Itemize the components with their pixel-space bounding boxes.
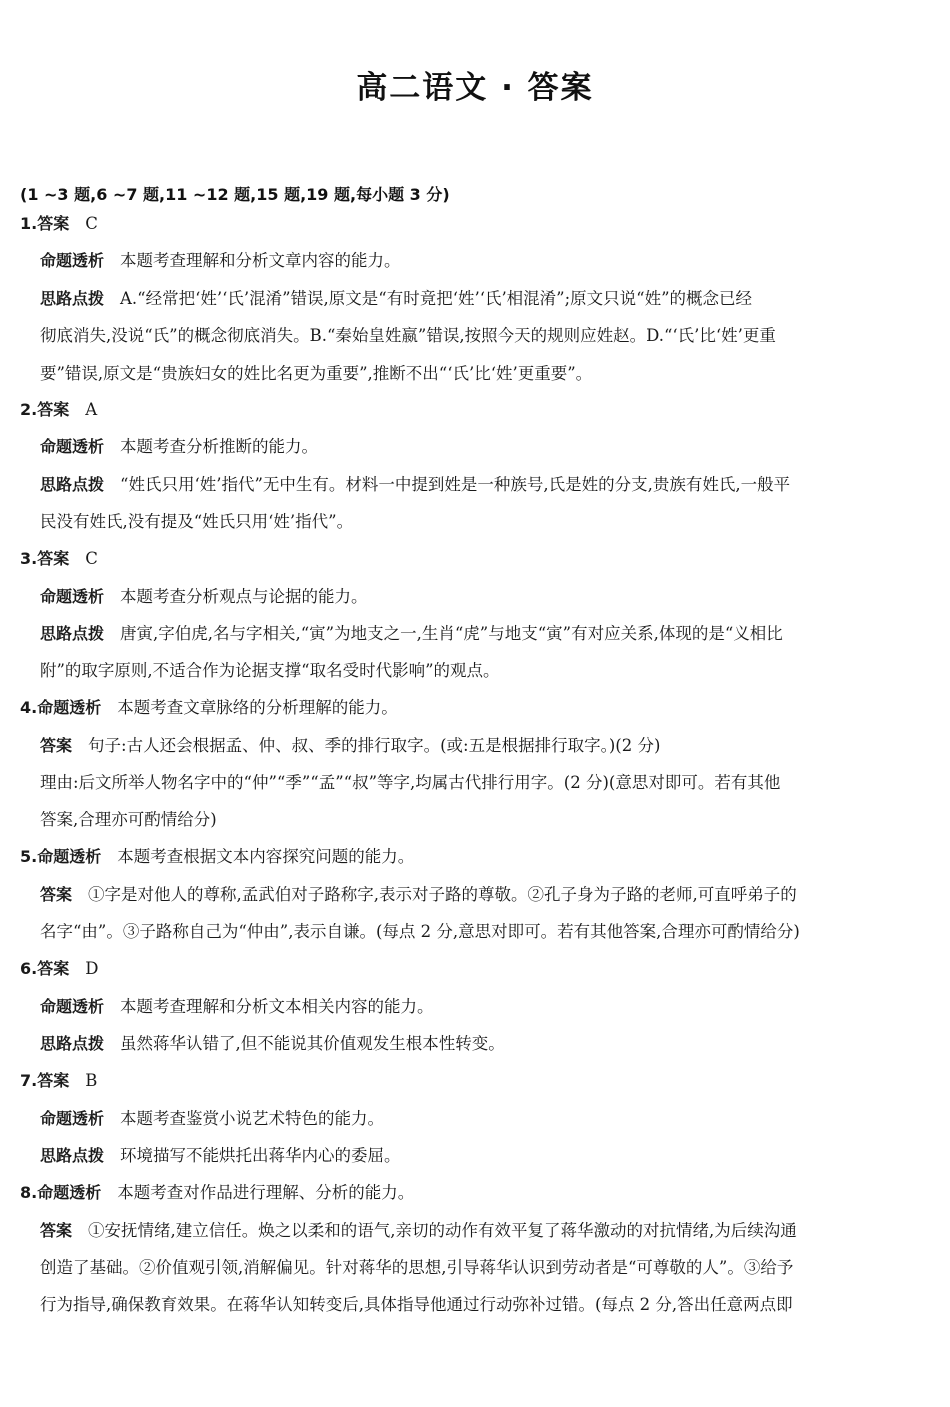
q2-answer-value: A (85, 400, 98, 419)
q4-analysis-line (20, 698, 398, 718)
q3-hint-text-1: 唐寅,字伯虎,名与字相关,“寅”为地支之一,生肖“虎”与地支“寅”有对应关系,体现的是“义相比 (120, 624, 783, 643)
analysis-label: 命题透析 (40, 251, 105, 270)
answer-label: 答案 (37, 549, 70, 568)
q8-answer-line-3 (40, 1295, 793, 1315)
answer-label: 答案 (37, 1071, 70, 1090)
answer-label: 答案 (37, 400, 70, 419)
q6-answer-line (20, 959, 98, 979)
answer-label: 答案 (37, 959, 70, 978)
q6-hint-text-1: 虽然蒋华认错了,但不能说其价值观发生根本性转变。 (120, 1034, 505, 1053)
q2-analysis-line (40, 437, 318, 457)
q1-hint-text-3: 要”错误,原文是“贵族妇女的姓比名更为重要”,推断不出“‘氏’比‘姓’更重要”。 (40, 364, 593, 383)
answer-label: 答案 (40, 885, 73, 904)
q4-answer-line (40, 736, 660, 756)
analysis-label: 命题透析 (37, 698, 102, 717)
q4-reason-text-1: 理由:后文所举人物名字中的“仲”“季”“孟”“叔”等字,均属古代排行用字。(2 分)(意思对即可。若有其他 (40, 773, 781, 792)
analysis-label: 命题透析 (40, 587, 105, 606)
q4-number: 4. (20, 698, 38, 717)
q1-hint-line (40, 289, 752, 309)
q3-analysis-text: 本题考查分析观点与论据的能力。 (120, 587, 368, 606)
q2-number: 2. (20, 400, 38, 419)
q5-answer-text-2: 名字“由”。③子路称自己为“仲由”,表示自谦。(每点 2 分,意思对即可。若有其他答案,合理亦可酌情给分) (40, 922, 800, 941)
q8-analysis-text: 本题考查对作品进行理解、分析的能力。 (117, 1183, 415, 1202)
q1-hint-text-2: 彻底消失,没说“氏”的概念彻底消失。B.“秦始皇姓嬴”错误,按照今天的规则应姓赵。D.“‘氏’比‘姓’更重 (40, 326, 776, 345)
q3-number: 3. (20, 549, 38, 568)
q2-analysis-text: 本题考查分析推断的能力。 (120, 437, 319, 456)
answer-label: 答案 (37, 214, 70, 233)
q7-answer-value: B (85, 1071, 98, 1090)
analysis-label: 命题透析 (40, 437, 105, 456)
analysis-label: 命题透析 (37, 847, 102, 866)
q7-analysis-text: 本题考查鉴赏小说艺术特色的能力。 (120, 1109, 385, 1128)
q1-hint-text-1: A.“经常把‘姓’‘氏’混淆”错误,原文是“有时竟把‘姓’‘氏’相混淆”;原文只说“姓”的概念已经 (120, 289, 753, 308)
q3-hint-line-2 (40, 661, 500, 681)
q7-hint-text-1: 环境描写不能烘托出蒋华内心的委屈。 (120, 1146, 401, 1165)
q6-answer-value: D (85, 959, 99, 978)
hint-label: 思路点拨 (40, 475, 105, 494)
q4-reason-text-2: 答案,合理亦可酌情给分) (40, 810, 217, 829)
q7-number: 7. (20, 1071, 38, 1090)
analysis-label: 命题透析 (37, 1183, 102, 1202)
q7-answer-line (20, 1071, 97, 1091)
q5-analysis-text: 本题考查根据文本内容探究问题的能力。 (117, 847, 415, 866)
q2-hint-line-2 (40, 512, 353, 532)
q3-answer-line (20, 549, 98, 569)
q5-answer-line-2 (40, 922, 800, 942)
q1-analysis-line (40, 251, 401, 271)
hint-label: 思路点拨 (40, 289, 105, 308)
q3-answer-value: C (85, 549, 98, 568)
q4-analysis-text: 本题考查文章脉络的分析理解的能力。 (117, 698, 398, 717)
q4-reason-line (40, 773, 780, 793)
q2-answer-line (20, 400, 97, 420)
hint-label: 思路点拨 (40, 624, 105, 643)
q3-hint-text-2: 附”的取字原则,不适合作为论据支撑“取名受时代影响”的观点。 (40, 661, 500, 680)
hint-label: 思路点拨 (40, 1034, 105, 1053)
q1-analysis-text: 本题考查理解和分析文章内容的能力。 (120, 251, 401, 270)
q6-analysis-text: 本题考查理解和分析文本相关内容的能力。 (120, 997, 434, 1016)
q5-answer-line (40, 885, 797, 905)
q5-number: 5. (20, 847, 38, 866)
q8-answer-text-1: ①安抚情绪,建立信任。焕之以柔和的语气,亲切的动作有效平复了蒋华激动的对抗情绪,为后续沟通 (88, 1221, 797, 1240)
q7-hint-line (40, 1146, 401, 1166)
q8-answer-text-2: 创造了基础。②价值观引领,消解偏见。针对蒋华的思想,引导蒋华认识到劳动者是“可尊敬的人”。③给予 (40, 1258, 794, 1277)
q4-reason-line-2 (40, 810, 217, 830)
q5-analysis-line (20, 847, 414, 867)
q3-analysis-line (40, 587, 368, 607)
q8-answer-line (40, 1221, 797, 1241)
scoring-note: (1 ~3 题,6 ~7 题,11 ~12 题,15 题,19 题,每小题 3 分) (20, 185, 450, 204)
q4-answer-text: 句子:古人还会根据孟、仲、叔、季的排行取字。(或:五是根据排行取字。)(2 分) (88, 736, 661, 755)
q1-number: 1. (20, 214, 38, 233)
q1-hint-line-2 (40, 326, 776, 346)
q3-hint-line (40, 624, 783, 644)
q6-number: 6. (20, 959, 38, 978)
hint-label: 思路点拨 (40, 1146, 105, 1165)
q1-answer-value: C (85, 214, 98, 233)
answer-label: 答案 (40, 736, 73, 755)
q7-analysis-line (40, 1109, 384, 1129)
q1-hint-line-3 (40, 364, 592, 384)
answer-label: 答案 (40, 1221, 73, 1240)
q2-hint-text-2: 民没有姓氏,没有提及“姓氏只用‘姓’指代”。 (40, 512, 354, 531)
q2-hint-text-1: “姓氏只用‘姓’指代”无中生有。材料一中提到姓是一种族号,氏是姓的分支,贵族有姓氏,一般平 (120, 475, 791, 494)
q5-answer-text-1: ①字是对他人的尊称,孟武伯对子路称字,表示对子路的尊敬。②孔子身为子路的老师,可直呼弟子的 (88, 885, 797, 904)
analysis-label: 命题透析 (40, 1109, 105, 1128)
q8-answer-text-3: 行为指导,确保教育效果。在蒋华认知转变后,具体指导他通过行动弥补过错。(每点 2 分,答出任意两点即 (40, 1295, 793, 1314)
analysis-label: 命题透析 (40, 997, 105, 1016)
q8-number: 8. (20, 1183, 38, 1202)
q8-answer-line-2 (40, 1258, 793, 1278)
q6-hint-line (40, 1034, 505, 1054)
q8-analysis-line (20, 1183, 414, 1203)
page-title: 高二语文 · 答案 (356, 70, 594, 106)
q6-analysis-line (40, 997, 434, 1017)
q1-answer-line (20, 214, 98, 234)
q2-hint-line (40, 475, 790, 495)
